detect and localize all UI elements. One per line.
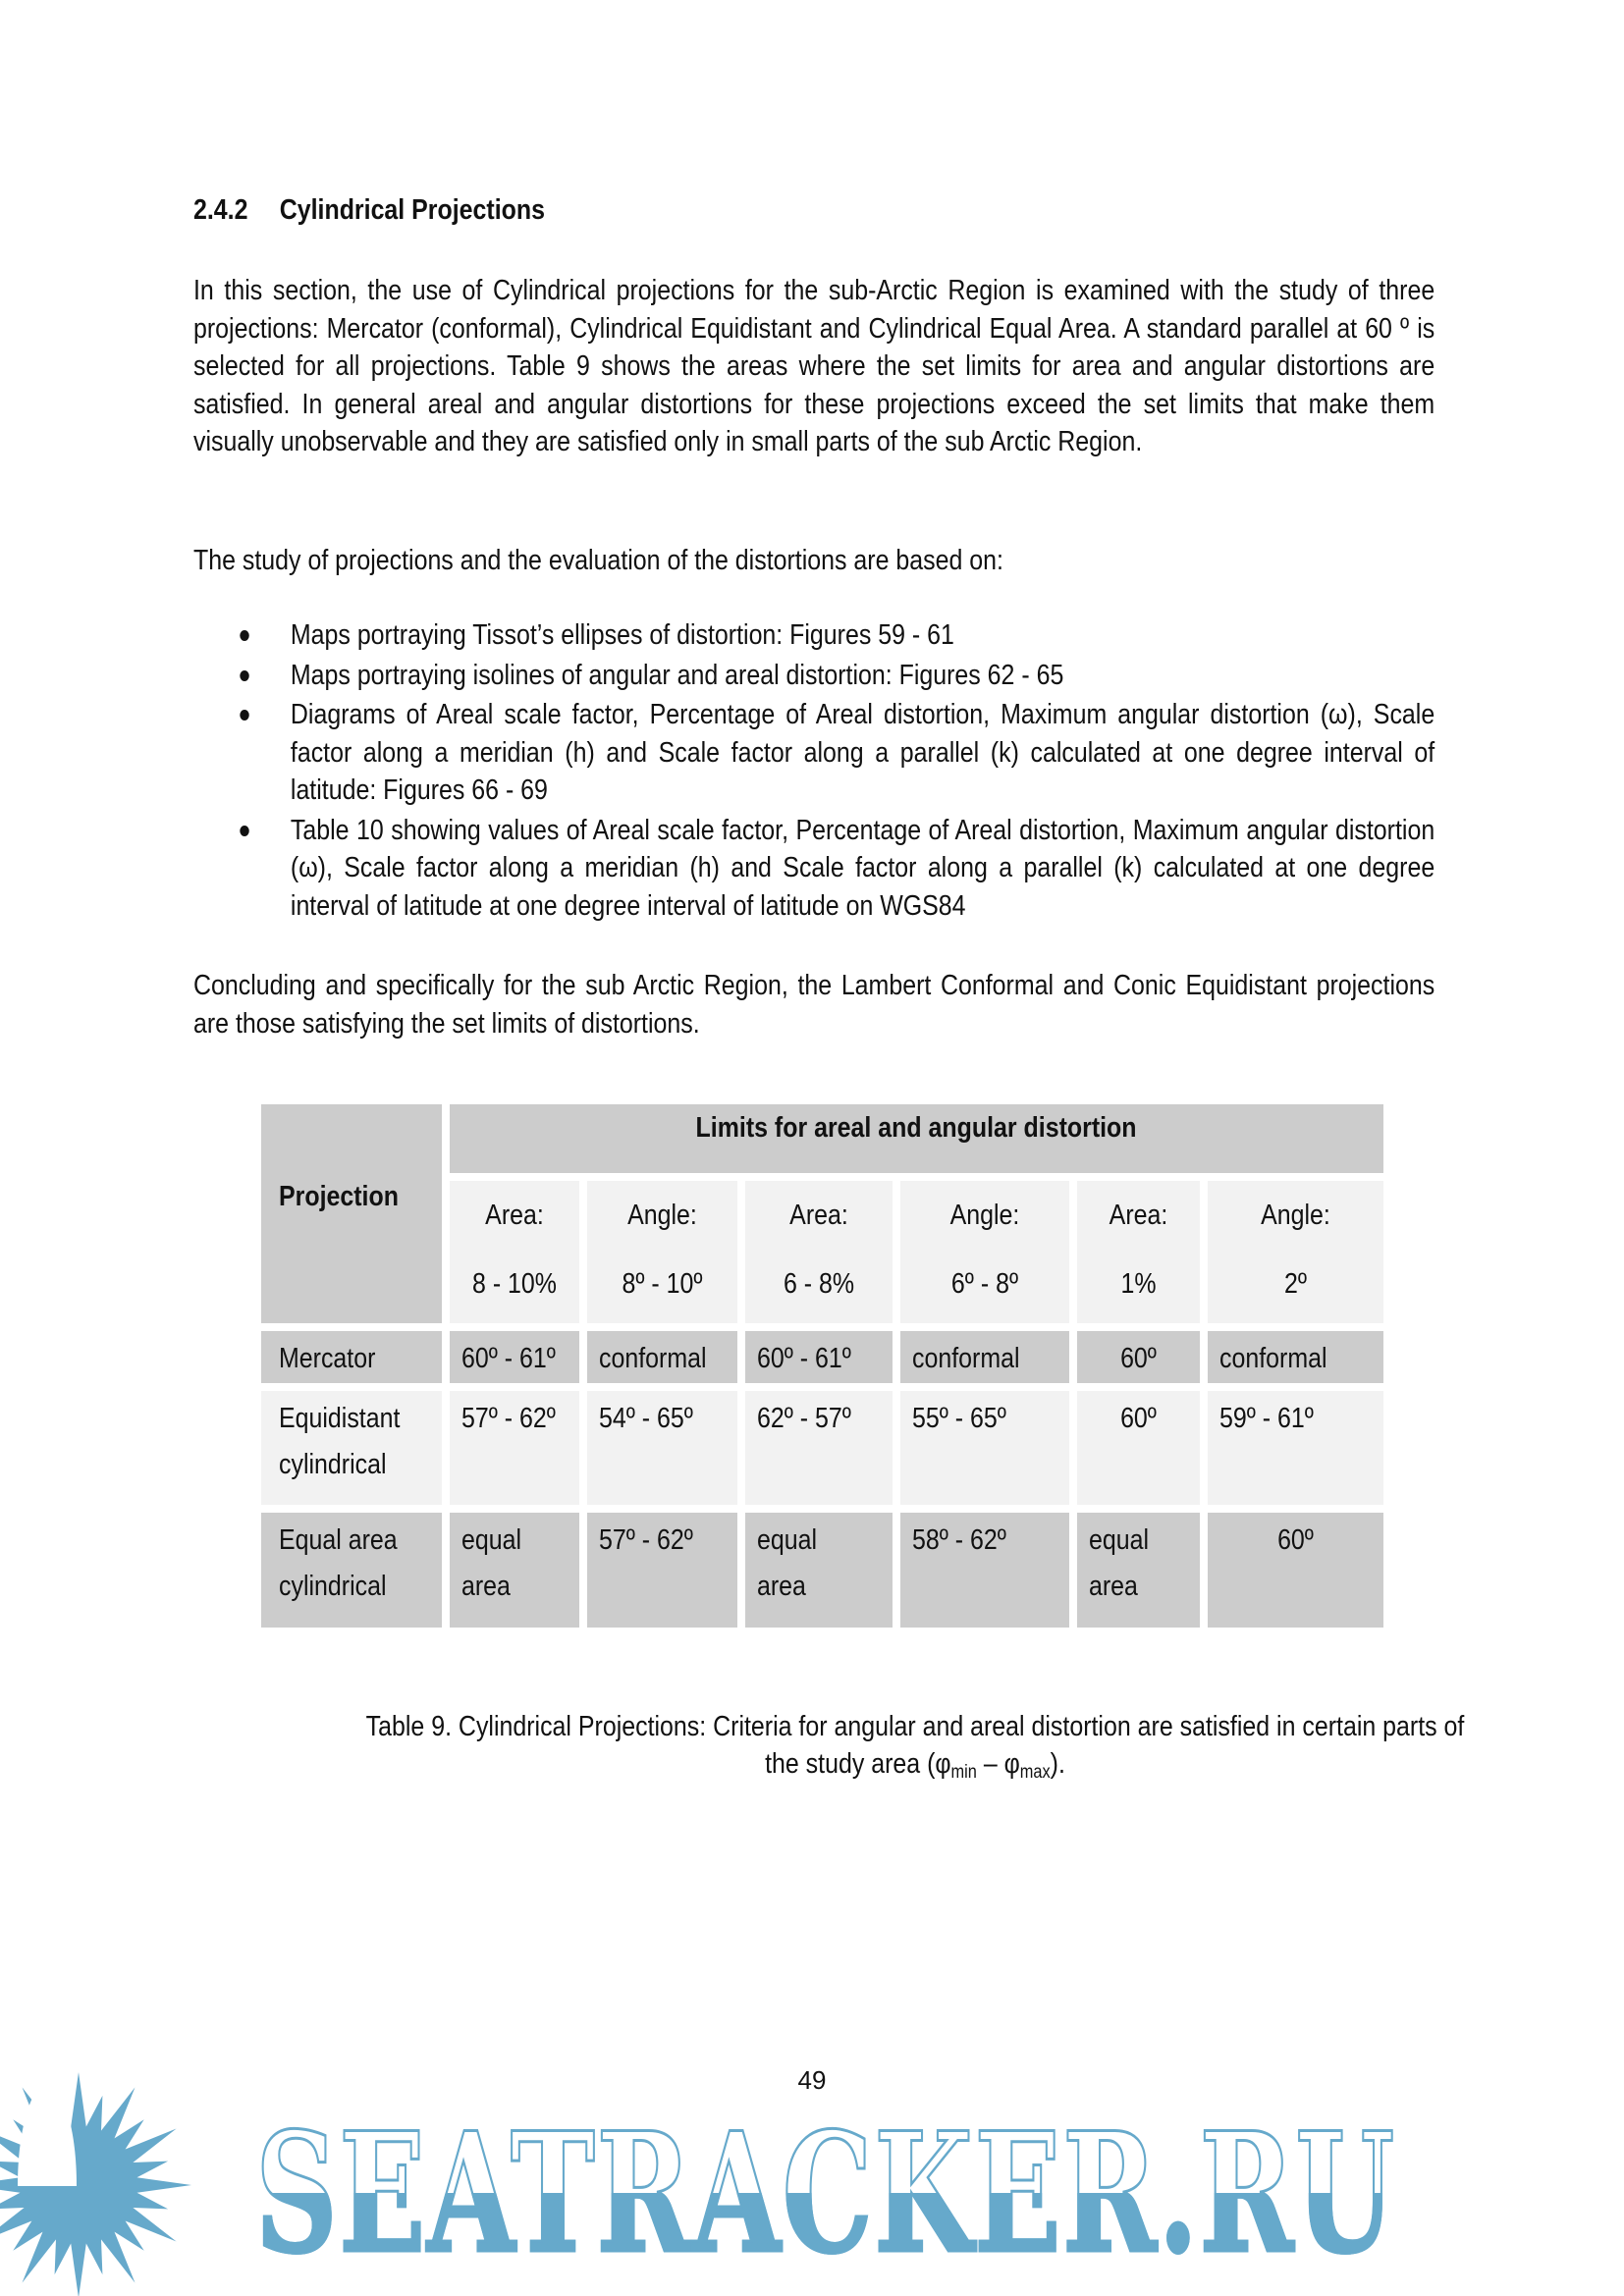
projection-name-cell: Equidistant cylindrical: [261, 1391, 442, 1505]
table-cell: 54º - 65º: [587, 1391, 737, 1505]
basis-paragraph: The study of projections and the evaluation of the distortions are based on:: [193, 545, 1003, 576]
limit-header-cell: [1077, 1181, 1200, 1323]
table-cell: 57º - 62º: [450, 1391, 579, 1505]
limit-value: 6 - 8%: [783, 1268, 855, 1300]
limit-header-cell: [450, 1181, 579, 1323]
table-cell: 59º - 61º: [1208, 1391, 1383, 1505]
table-cell: 60º - 61º: [450, 1331, 579, 1383]
table-cell: 62º - 57º: [745, 1391, 893, 1505]
limit-value: 6º - 8º: [950, 1268, 1019, 1300]
bullet-icon: [240, 710, 248, 721]
conclusion-paragraph: Concluding and specifically for the sub Arctic Region, the Lambert Conformal and Conic Equidistant projections are those satisfying the set limits of distortions.: [193, 970, 1435, 1040]
table-row: [261, 1513, 1383, 1628]
table-cell: 60º: [1077, 1331, 1200, 1383]
intro-paragraph: In this section, the use of Cylindrical projections for the sub-Arctic Region is examined with the study of three projections: Mercator (conformal), Cylindrical Equidistant and Cylindrical Equal Area. A standard parallel at 60 º is selected for all projections. Table 9 shows the areas where the set limits for area and angular distortions are satisfied. In general areal and angular distortions for these projections exceed the set limits that make them visually unobservable and they are satisfied only in small parts of the sub Arctic Region.: [193, 275, 1435, 457]
table-cell: 58º - 62º: [900, 1513, 1069, 1628]
watermark-text: SEATRACKER.RU: [255, 2096, 1396, 2290]
table-cell: conformal: [1208, 1331, 1383, 1383]
bullet-list: [193, 616, 1435, 925]
list-item: [193, 657, 1435, 695]
limit-kind: Angle:: [1261, 1200, 1330, 1231]
limit-header-cell: [1208, 1181, 1383, 1323]
table-row: [261, 1331, 1383, 1383]
limit-value: 1%: [1120, 1268, 1157, 1300]
page-number: 49: [797, 2065, 827, 2095]
list-item-text: Table 10 showing values of Areal scale factor, Percentage of Areal distortion, Maximum angular distortion (ω), Scale factor along a meridian (h) and Scale factor along a parallel (k) calculated at one degree interval of latitude at one degree interval of latitude on WGS84: [290, 814, 1435, 922]
bullet-icon: [240, 826, 248, 836]
section-number: 2.4.2: [193, 194, 248, 226]
section-title: Cylindrical Projections: [279, 194, 545, 226]
caption-line-2: the study area $(\varphi_{min} - \varphi_{max})$.: [765, 1748, 1065, 1783]
limit-kind: Area:: [485, 1200, 544, 1231]
table-cell: equal area: [1077, 1513, 1200, 1628]
table-cell: 60º: [1077, 1391, 1200, 1505]
projection-name-cell: Mercator: [261, 1331, 442, 1383]
section-heading: [193, 194, 545, 227]
table-cell: conformal: [587, 1331, 737, 1383]
list-item: [193, 616, 1435, 655]
limit-header-cell: [745, 1181, 893, 1323]
projection-name-cell: Equal area cylindrical: [261, 1513, 442, 1628]
table-cell: 60º: [1208, 1513, 1383, 1628]
limit-kind: Angle:: [627, 1200, 697, 1231]
limits-group-header: Limits for areal and angular distortion: [450, 1104, 1383, 1173]
bullet-icon: [240, 630, 248, 641]
list-item-text: Maps portraying Tissot’s ellipses of distortion: Figures 59 - 61: [290, 619, 954, 651]
table-cell: 55º - 65º: [900, 1391, 1069, 1505]
limit-value: 8 - 10%: [472, 1268, 557, 1300]
limit-kind: Angle:: [949, 1200, 1020, 1231]
table-cell: equal area: [450, 1513, 579, 1628]
bullet-icon: [240, 670, 248, 681]
limit-value: 8º - 10º: [622, 1268, 703, 1300]
limit-kind: Area:: [1109, 1200, 1168, 1231]
list-item-text: Diagrams of Areal scale factor, Percentage of Areal distortion, Maximum angular distortion (ω), Scale factor along a meridian (h) and Scale factor along a parallel (k) calculated at one degree interval of latitude: Figures 66 - 69: [290, 699, 1435, 806]
limit-header-cell: [900, 1181, 1069, 1323]
distortion-limits-table: [253, 1096, 1391, 1635]
table-cell: conformal: [900, 1331, 1069, 1383]
list-item: [193, 696, 1435, 810]
sun-icon: [0, 2072, 191, 2296]
table-cell: 60º - 61º: [745, 1331, 893, 1383]
list-item: [193, 812, 1435, 926]
table-caption: [193, 1708, 1624, 1791]
table-cell: equal area: [745, 1513, 893, 1628]
table-cell: 57º - 62º: [587, 1513, 737, 1628]
limit-kind: Area:: [789, 1200, 848, 1231]
list-item-text: Maps portraying isolines of angular and areal distortion: Figures 62 - 65: [290, 659, 1064, 691]
table-row: [261, 1391, 1383, 1505]
projection-header: Projection: [261, 1104, 442, 1323]
limit-header-cell: [587, 1181, 737, 1323]
limit-value: 2º: [1283, 1268, 1307, 1300]
caption-line-1: Table 9. Cylindrical Projections: Criteria for angular and areal distortion are satisfied in certain parts of: [365, 1711, 1465, 1742]
